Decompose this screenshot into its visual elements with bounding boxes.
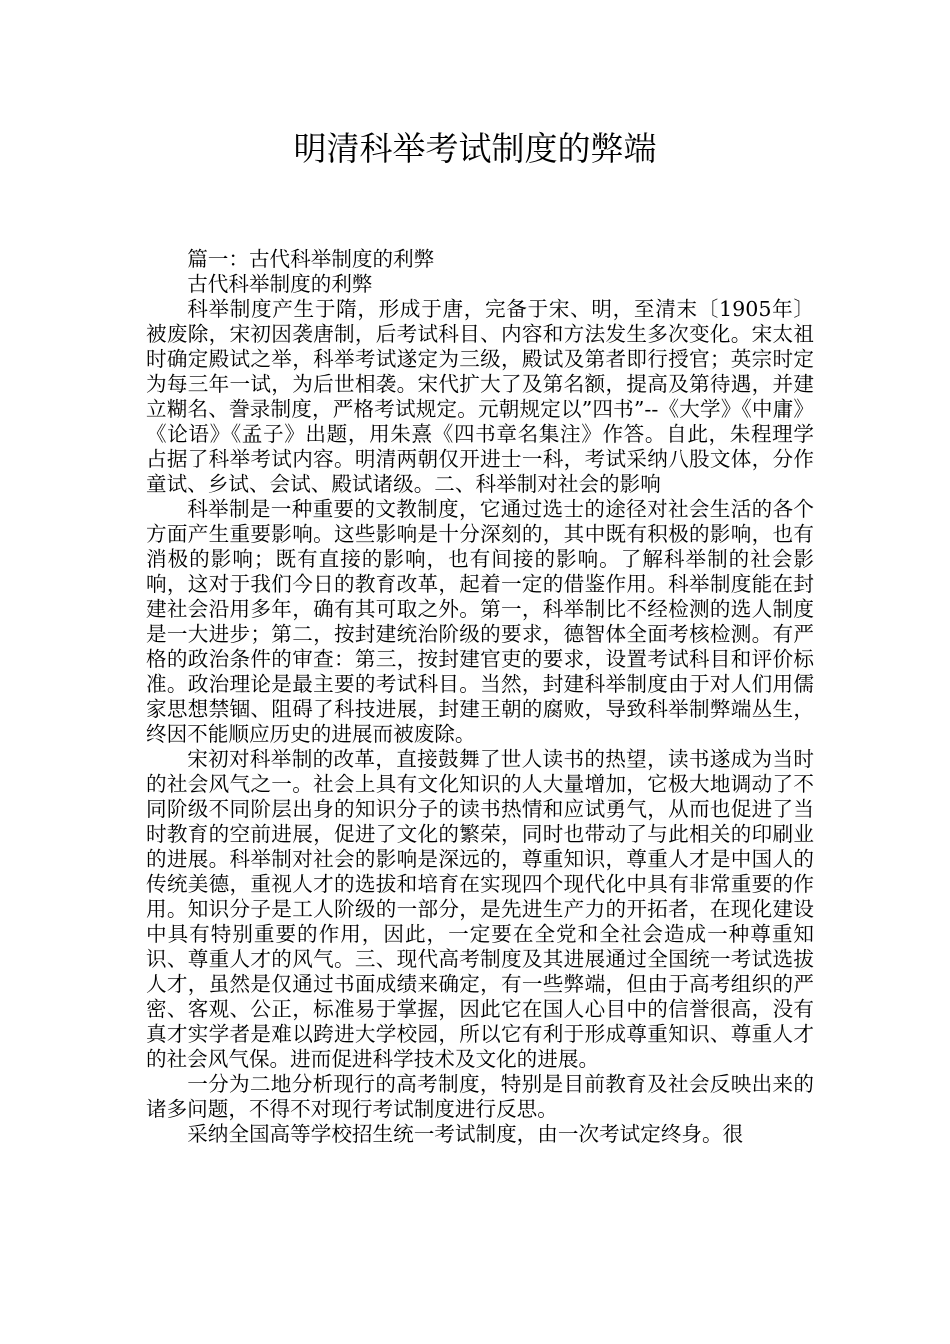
paragraph: 科举制是一种重要的文教制度，它通过选士的途径对社会生活的各个方面产生重要影响。这些影响是十分深刻的，其中既有积极的影响，也有消极的影响；既有直接的影响，也有间接的影响。了解科举制的社会影响，这对于我们今日的教育改革，起着一定的借鉴作用。科举制度能在封建社会沿用多年，确有其可取之外。第一，科举制比不经检测的选人制度是一大进步；第二，按封建统治阶级的要求，德智体全面考核检测。有严格的政治条件的审查：第三，按封建官吏的要求，设置考试科目和评价标准。政治理论是最主要的考试科目。当然，封建科举制度由于对人们用儒家思想禁锢、阻碍了科技进展，封建王朝的腐败，导致科举制弊端丛生，终因不能顺应历史的进展而被废除。: [146, 497, 814, 746]
article-heading: 古代科举制度的利弊: [187, 272, 373, 296]
paragraph: 采纳全国高等学校招生统一考试制度，由一次考试定终身。很: [187, 1122, 744, 1146]
paragraph: 宋初对科举制的改革，直接鼓舞了世人读书的热望，读书遂成为当时的社会风气之一。社会上具有文化知识的人大量增加，它极大地调动了不同阶级不同阶层出身的知识分子的读书热情和应试勇气，从而也促进了当时教育的空前进展，促进了文化的繁荣，同时也带动了与此相关的印刷业的进展。科举制对社会的影响是深远的，尊重知识，尊重人才是中国人的传统美德，重视人才的选拔和培育在实现四个现代化中具有非常重要的作用。知识分子是工人阶级的一部分，是先进生产力的开拓者，在现化建设中具有特别重要的作用，因此，一定要在全党和全社会造成一种尊重知识、尊重人才的风气。三、现代高考制度及其进展通过全国统一考试选拔人才，虽然是仅通过书面成绩来确定，有一些弊端，但由于高考组织的严密、客观、公正，标准易于掌握，因此它在国人心目中的信誉很高，没有真才实学者是难以跨进大学校园，所以它有利于形成尊重知识、尊重人才的社会风气保。进而促进科学技术及文化的进展。: [146, 747, 814, 1071]
paragraph: 科举制度产生于隋，形成于唐，完备于宋、明，至清末〔1905年〕被废除，宋初因袭唐制，后考试科目、内容和方法发生多次变化。宋太祖时确定殿试之举，科举考试遂定为三级，殿试及第者即行授官；英宗时定为每三年一试，为后世相袭。宋代扩大了及第名额，提高及第待遇，并建立糊名、誊录制度，严格考试规定。元朝规定以”四书”--《大学》《中庸》《论语》《孟子》出题，用朱熹《四书章名集注》作答。自此，朱程理学占据了科举考试内容。明清两朝仅开进士一科，考试采纳八股文体，分作童试、乡试、会试、殿试诸级。二、科举制对社会的影响: [146, 297, 814, 496]
document-title: 明清科举考试制度的弊端: [293, 129, 657, 168]
document-body: [146, 247, 814, 1147]
paragraph: 一分为二地分析现行的高考制度，特别是目前教育及社会反映出来的诸多问题，不得不对现行考试制度进行反思。: [146, 1072, 814, 1121]
section-heading-1: 篇一：古代科举制度的利弊: [187, 247, 435, 271]
